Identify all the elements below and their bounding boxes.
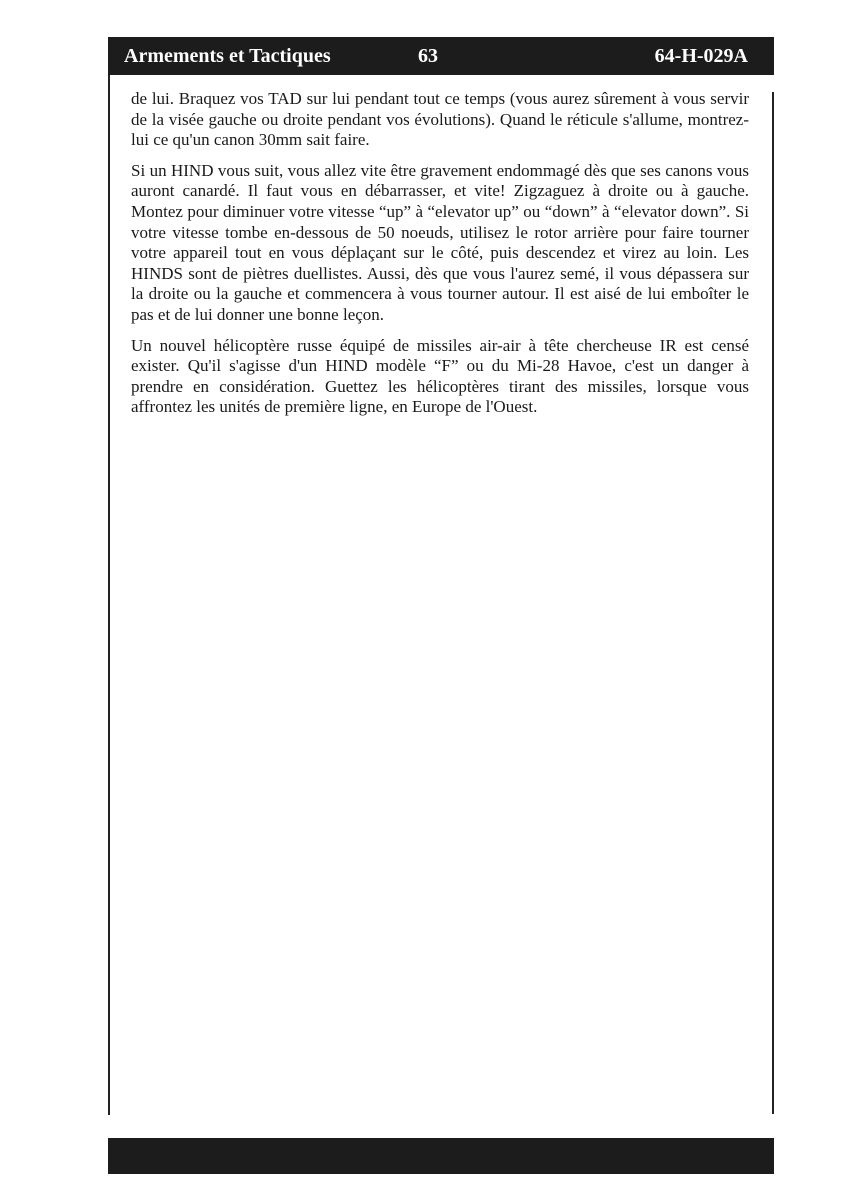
document-code: 64-H-029A xyxy=(654,45,748,67)
page-footer-bar xyxy=(108,1138,774,1174)
page-header xyxy=(108,37,774,75)
body-text xyxy=(131,89,749,428)
paragraph-3: Un nouvel hélicoptère russe équipé de missiles air-air à tête chercheuse IR est censé exister. Qu'il s'agisse d'un HIND modèle “F” ou du Mi-28 Havoe, c'est un danger à prendre en considération. Guettez les hélicoptères tirant des missiles, lorsque vous affrontez les unités de première ligne, en Europe de l'Ouest. xyxy=(131,335,749,417)
section-title: Armements et Tactiques xyxy=(124,45,331,67)
page-number: 63 xyxy=(418,45,438,67)
left-margin-rule xyxy=(108,75,110,1115)
paragraph-1: de lui. Braquez vos TAD sur lui pendant tout ce temps (vous aurez sûrement à vous servir de la visée gauche ou droite pendant vos évolutions). Quand le réticule s'allume, montrez-lui ce qu'un canon 30mm sait faire. xyxy=(131,89,749,150)
right-margin-rule xyxy=(772,92,774,1114)
paragraph-2: Si un HIND vous suit, vous allez vite être gravement endommagé dès que ses canons vous auront canardé. Il faut vous en débarrasser, et vite! Zigzaguez à droite ou à gauche. Montez pour diminuer votre vitesse “up” à “elevator up” ou “down” à “elevator down”. Si votre vitesse tombe en-dessous de 50 noeuds, utilisez le rotor arrière pour faire tourner votre appareil tout en vous déplaçant sur le côté, puis descendez et virez au loin. Les HINDS sont de piètres duellistes. Aussi, dès que vous l'aurez semé, il vous dépassera sur la droite ou la gauche et commencera à vous tourner autour. Il est aisé de lui emboîter le pas et de lui donner une bonne leçon. xyxy=(131,160,749,324)
